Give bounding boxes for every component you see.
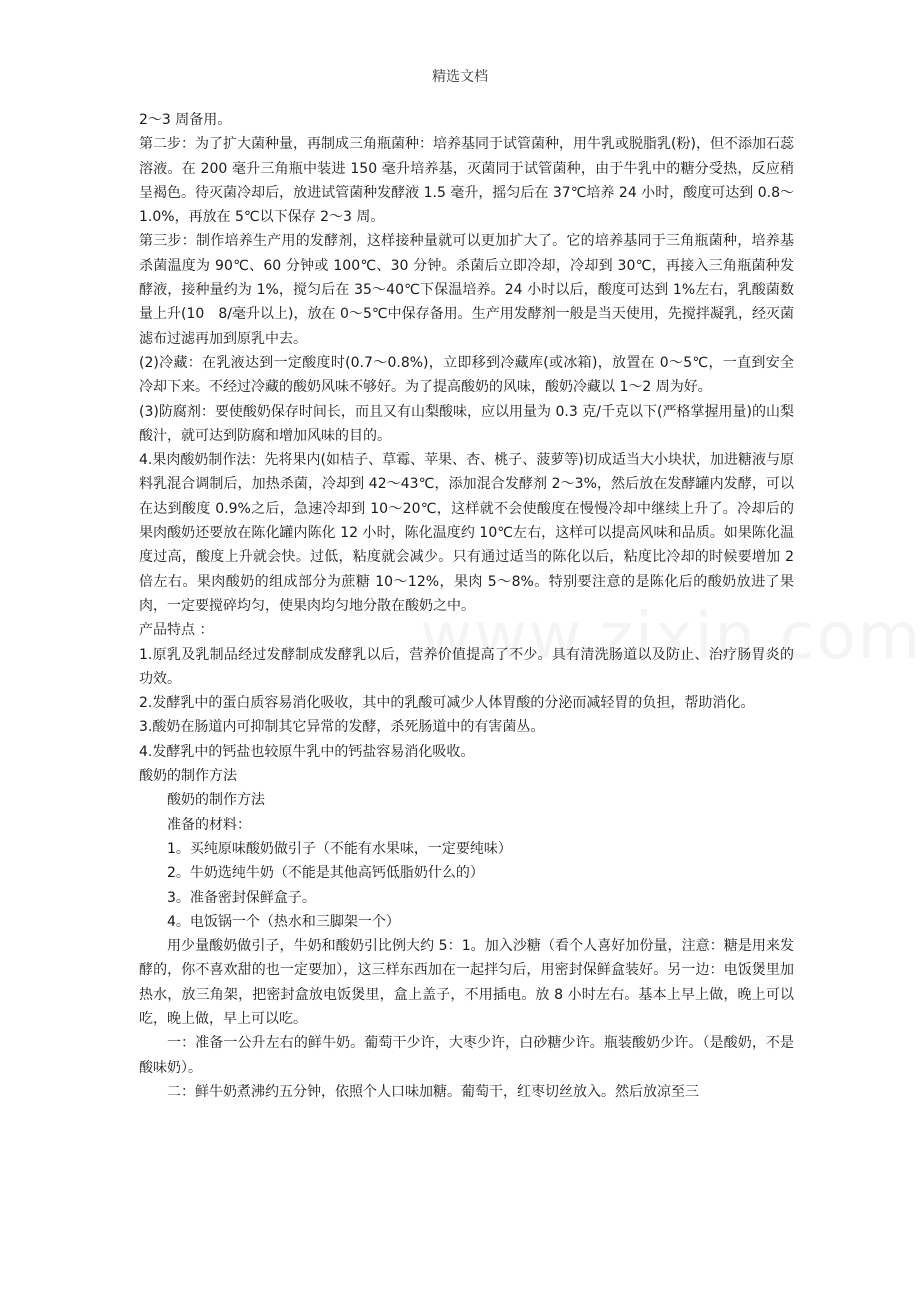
paragraph: 4.发酵乳中的钙盐也较原牛乳中的钙盐容易消化吸收。 (139, 743, 475, 760)
paragraph: 3.酸奶在肠道内可抑制其它异常的发酵，杀死肠道中的有害菌丛。 (139, 719, 545, 736)
paragraph: 1.原乳及乳制品经过发酵制成发酵乳以后，营养价值提高了不少。具有清洗肠道以及防止、治疗肠胃炎的功效。 (139, 646, 794, 687)
paragraph: 1。买纯原味酸奶做引子（不能有水果味，一定要纯味） (167, 840, 512, 857)
paragraph: 准备的材料： (167, 816, 251, 833)
paragraph: 4.果肉酸奶制作法：先将果内(如桔子、草霉、苹果、杏、桃子、菠萝等)切成适当大小块状，加进糖液与原料乳混合调制后，加热杀菌，冷却到 42～43℃，添加混合发酵剂 2～3%，然后放在发酵罐内发酵，可以在达到酸度 0.9%之后，急速冷却到 10～20℃，这样就不会使酸度在慢慢冷却中继续上升了。冷却后的果肉酸奶还要放在陈化罐内陈化 12 小时，陈化温度约 10℃左右，这样可以提高风味和品质。如果陈化温度过高，酸度上升就会快。过低，粘度就会减少。只有通过适当的陈化以后，粘度比冷却的时候要增加 2 倍左右。果肉酸奶的组成部分为蔗糖 10～12%，果肉 5～8%。特别要注意的是陈化后的酸奶放进了果肉，一定要搅碎均匀，使果肉均匀地分散在酸奶之中。 (139, 452, 794, 614)
paragraph: 产品特点 ： (139, 622, 214, 639)
document-body (139, 108, 794, 1104)
paragraph: 2～3 周备用。 (139, 112, 232, 128)
paragraph: (2)冷藏：在乳液达到一定酸度时(0.7～0.8%)，立即移到冷藏库(或冰箱)，放置在 0～5℃，一直到安全冷却下来。不经过冷藏的酸奶风味不够好。为了提高酸奶的风味，酸奶冷藏以 1～2 周为好。 (139, 354, 794, 396)
page-header: 精选文档 (432, 69, 488, 85)
paragraph: 第二步：为了扩大菌种量，再制成三角瓶菌种：培养基同于试管菌种，用牛乳或脱脂乳(粉)，但不添加石蕊溶液。在 200 毫升三角瓶中装进 150 毫升培养基，灭菌同于试管菌种，由于牛乳中的糖分受热，反应稍呈褐色。待灭菌冷却后，放进试管菌种发酵液 1.5 毫升，摇匀后在 37℃培养 24 小时，酸度可达到 0.8～1.0%，再放在 5℃以下保存 2～3 周。 (139, 136, 794, 226)
paragraph: 用少量酸奶做引子，牛奶和酸奶引比例大约 5：1。加入沙糖（看个人喜好加份量，注意：糖是用来发酵的，你不喜欢甜的也一定要加），这三样东西加在一起拌匀后，用密封保鲜盒装好。另一边：电饭煲里加热水，放三角架，把密封盒放电饭煲里，盒上盖子，不用插电。放 8 小时左右。基本上早上做，晚上可以吃，晚上做，早上可以吃。 (139, 938, 794, 1027)
paragraph: 酸奶的制作方法 (139, 768, 237, 785)
paragraph: (3)防腐剂：要使酸奶保存时间长，而且又有山梨酸味，应以用量为 0.3 克/千克以下(严格掌握用量)的山梨酸汁，就可达到防腐和增加风味的目的。 (139, 403, 794, 444)
paragraph: 第三步：制作培养生产用的发酵剂，这样接种量就可以更加扩大了。它的培养基同于三角瓶菌种，培养基杀菌温度为 90℃、60 分钟或 100℃、30 分钟。杀菌后立即冷却，冷却到 30℃，再接入三角瓶菌种发酵液，接种量约为 1%，搅匀后在 35～40℃下保温培养。24 小时以后，酸度可达到 1%左右，乳酸菌数量上升(10 8/毫升以上)，放在 0～5℃中保存备用。生产用发酵剂一般是当天使用，先搅拌凝乳，经灭菌滤布过滤再加到原乳中去。 (139, 233, 794, 347)
paragraph: 二：鲜牛奶煮沸约五分钟，依照个人口味加糖。葡萄干，红枣切丝放入。然后放凉至三 (167, 1083, 699, 1100)
paragraph: 2.发酵乳中的蛋白质容易消化吸收，其中的乳酸可减少人体胃酸的分泌而减轻胃的负担，帮助消化。 (139, 695, 755, 712)
paragraph: 2。牛奶选纯牛奶（不能是其他高钙低脂奶什么的） (167, 865, 484, 882)
paragraph: 酸奶的制作方法 (167, 792, 265, 809)
paragraph: 4。电饭锅一个（热水和三脚架一个） (167, 913, 400, 930)
paragraph: 3。准备密封保鲜盒子。 (167, 889, 316, 906)
paragraph: 一：准备一公升左右的鲜牛奶。葡萄干少许，大枣少许，白砂糖少许。瓶装酸奶少许。（是酸奶，不是酸味奶）。 (139, 1035, 794, 1076)
